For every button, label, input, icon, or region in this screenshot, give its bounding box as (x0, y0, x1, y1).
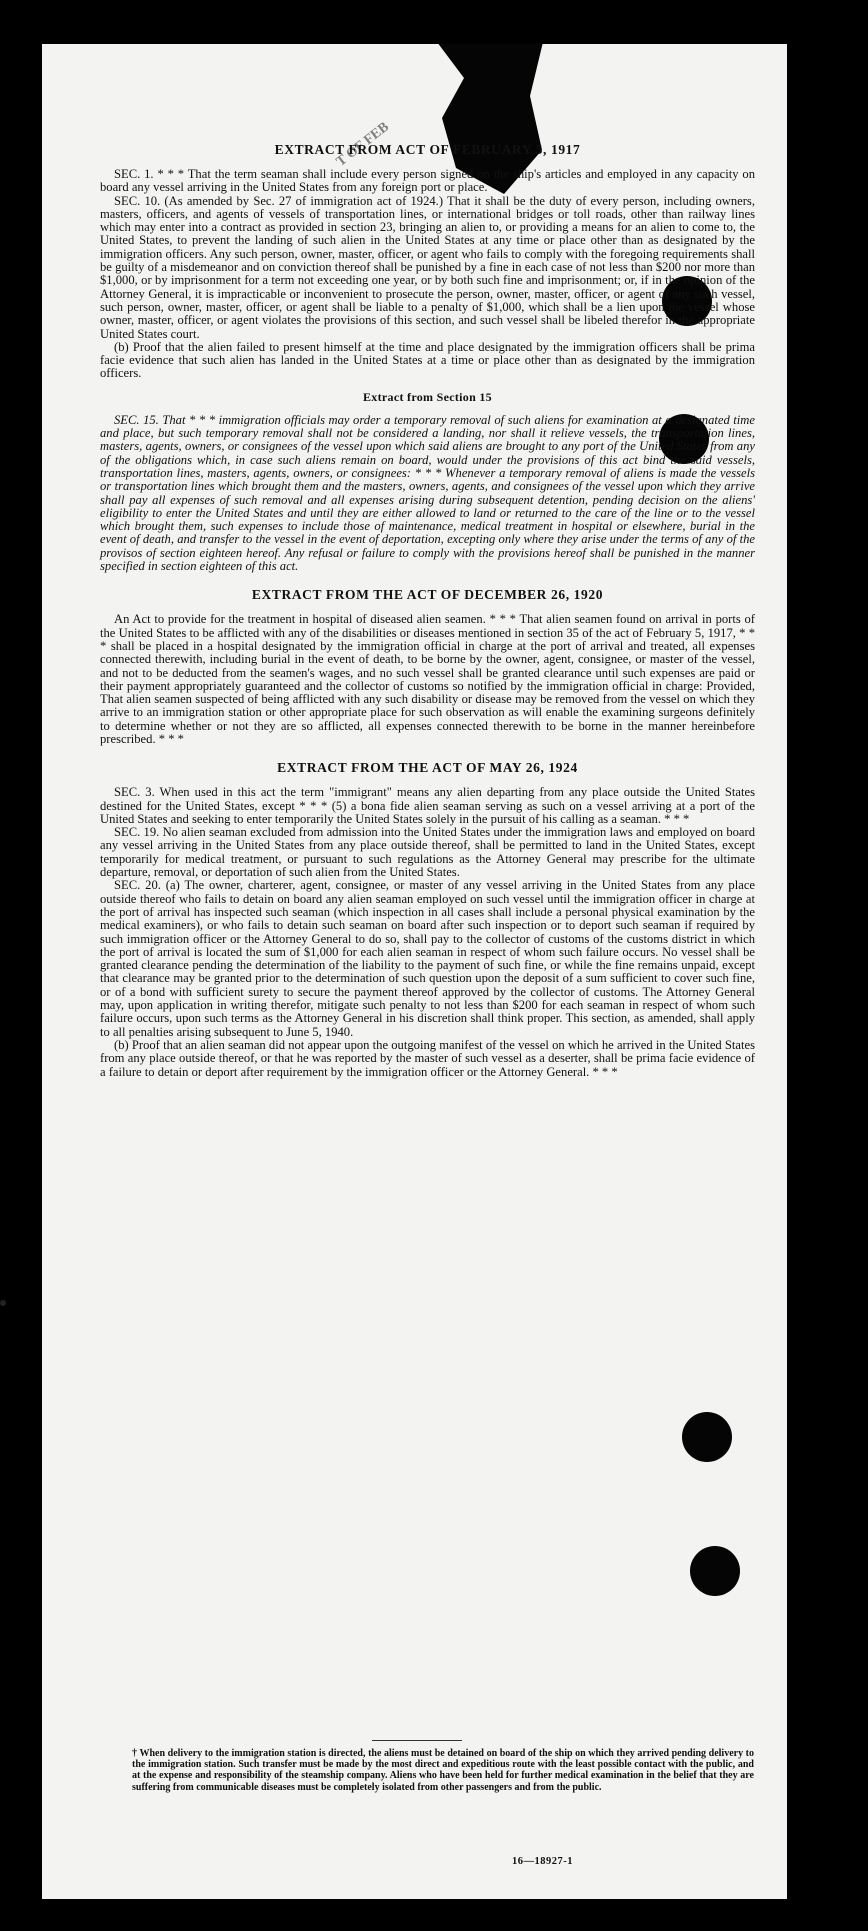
paragraph-sec-10: SEC. 10. (As amended by Sec. 27 of immigration act of 1924.) That it shall be the duty of every person, including owners, masters, officers, and agents of vessels of transportation lines, or international bridges or toll roads, other than railway lines which may enter into a contract as provided in section 23, bringing an alien to, or providing a means for an alien to come to, the United States, to prevent the landing of such alien in the United States at any time or place other than as designated by the immigration officers. Any such person, owner, master, officer, or agent who fails to comply with the foregoing requirements shall be guilty of a misdemeanor and on conviction thereof shall be punished by a fine in each case of not less than $200 nor more than $1,000, or by imprisonment for a term not exceeding one year, or by both such fine and imprisonment; or, if in the opinion of the Attorney General, it is impracticable or inconvenient to prosecute the person, owner, master, officer, or agent of any such vessel, such person, owner, master, officer, or agent shall be liable to a penalty of $1,000, which shall be a lien upon the vessel whose owner, master, officer, or agent violates the provisions of this section, and such vessel shall be libeled therefor in the appropriate United States court. (100, 193, 755, 341)
heading-act-1917: EXTRACT FROM ACT OF FEBRUARY 5, 1917 (274, 142, 581, 157)
paragraph-act-1920: An Act to provide for the treatment in hospital of diseased alien seamen. * * * That alien seamen found on arrival in ports of the United States to be afflicted with any of the disabilities or diseases mentioned in section 35 of the act of February 5, 1917, * * * shall be placed in a hospital designated by the immigration official in charge at the port of arrival and treated, all expenses connected therewith, including burial in the event of death, to be borne by the owner, agent, consignee, or master of the vessel, and not to be deducted from the seamen's wages, and no such vessel shall be granted clearance until such expenses are paid or their payment appropriately guaranteed and the collector of customs so notified by the immigration official in charge: Provided, That alien seamen suspected of being afflicted with any such disability or disease may be removed from the vessel on which they arrive to an immigration station or other appropriate place for such observation as will enable the examining surgeons definitely to determine whether or not they are so afflicted, all expenses connected therewith to be borne in the manner hereinbefore prescribed. * * * (100, 612, 755, 746)
document-page (42, 44, 787, 1899)
heading-act-1924: EXTRACT FROM THE ACT OF MAY 26, 1924 (277, 760, 578, 776)
footnote: † When delivery to the immigration station is directed, the aliens must be detained on board of the ship on which they arrived pending delivery to the immigration station. Such transfer must be made by the most direct and expeditious route with the least possible contact with the public, and at the expense and responsibility of the steamship company. Aliens who have been held for further medical examination in the belief that they are suffering from communicable diseases must be completely isolated from other passengers and from the public. (132, 1748, 754, 1793)
paragraph-sec-1: SEC. 1. * * * That the term seaman shall include every person signed on the ship's articles and employed in any capacity on board any vessel arriving in the United States from any foreign port or place. (100, 167, 755, 195)
paragraph-sec-15: SEC. 15. That * * * immigration officials may order a temporary removal of such aliens for examination at a designated time and place, but such temporary removal shall not be considered a landing, nor shall it relieve vessels, the transportation lines, masters, agents, owners, or consignees of the vessel upon which said aliens are brought to any port of the United States from any of the obligations which, in case such aliens remain on board, would under the provisions of this act bind the said vessels, transportation lines, masters, agents, owners, or consignees: * * * Whenever a temporary removal of aliens is made the vessels or transportation lines which brought them and the masters, owners, agents, and consignees of the vessel upon which they arrive shall pay all expenses of such removal and all expenses arising during subsequent detention, pending decision on the aliens' eligibility to enter the United States and until they are either allowed to land or returned to the care of the line or to the vessel which brought them, such expenses to include those of maintenance, medical treatment in hospital or elsewhere, burial in the event of death, and transfer to the vessel in the event of deportation, excepting only where they arise under the terms of any of the provisos of section eighteen hereof. Any refusal or failure to comply with the provisions hereof shall be punished in the manner specified in section eighteen of this act. (100, 412, 755, 574)
paragraph-sec-20a: SEC. 20. (a) The owner, charterer, agent, consignee, or master of any vessel arriving in the United States from any place outside thereof who fails to detain on board any alien seaman employed on such vessel until the immigration officer in charge at the port of arrival has inspected such seaman (which inspection in all cases shall include a personal physical examination by the medical examiners), or who fails to detain such seaman on board after such inspection or to deport such seaman if required by such immigration officer or the Attorney General to do so, shall pay to the collector of customs of the customs district in which the port of arrival is located the sum of $1,000 for each alien seaman in respect of whom such failure occurs. No vessel shall be granted clearance pending the determination of the liability to the payment of such fine, or while the fine remains unpaid, except that clearance may be granted prior to the determination of such question upon the deposit of a sum sufficient to cover such fine, or of a bond with sufficient surety to secure the payment thereof approved by the collector of customs. The Attorney General may, upon application in writing therefor, mitigate such penalty to not less than $200 for each seaman in respect of whom such failure occurs, upon such terms as the Attorney General in his discretion shall think proper. This section, as amended, shall apply to all penalties arising subsequent to June 5, 1940. (100, 878, 755, 1039)
paragraph-sec-20b: (b) Proof that an alien seaman did not appear upon the outgoing manifest of the vessel on which he arrived in the United States from any place outside thereof, or that he was reported by the master of such vessel as a deserter, shall be prima facie evidence of a failure to detain or deport after requirement by the immigration officer or the Attorney General. * * * (100, 1037, 755, 1079)
paragraph-sec-10b: (b) Proof that the alien failed to present himself at the time and place designated by the immigration officers shall be prima facie evidence that such alien has landed in the United States at a time or place other than as designated by the immigration officers. (100, 339, 755, 381)
footnote-rule (372, 1740, 462, 1741)
heading-section-15: Extract from Section 15 (363, 389, 492, 404)
punch-hole (690, 1546, 740, 1596)
form-number: 16—18927-1 (512, 1856, 573, 1867)
scan-speck (0, 1300, 6, 1306)
paragraph-sec-3: SEC. 3. When used in this act the term "immigrant" means any alien departing from any place outside the United States destined for the United States, except * * * (5) a bona fide alien seaman serving as such on a vessel arriving at a port of the United States and seeking to enter temporarily the United States solely in the pursuit of his calling as a seaman. * * * (100, 785, 755, 826)
document-body (100, 142, 755, 1079)
stamp-text: T OF FEB (333, 119, 392, 170)
punch-hole (682, 1412, 732, 1462)
paragraph-sec-19: SEC. 19. No alien seaman excluded from admission into the United States under the immigration laws and employed on board any vessel arriving in the United States from any place outside thereof, shall be permitted to land in the United States, except temporarily for medical treatment, or pursuant to such regulations as the Attorney General may prescribe for the ultimate departure, removal, or deportation of such alien from the United States. (100, 825, 755, 880)
heading-act-1920: EXTRACT FROM THE ACT OF DECEMBER 26, 1920 (251, 587, 604, 603)
